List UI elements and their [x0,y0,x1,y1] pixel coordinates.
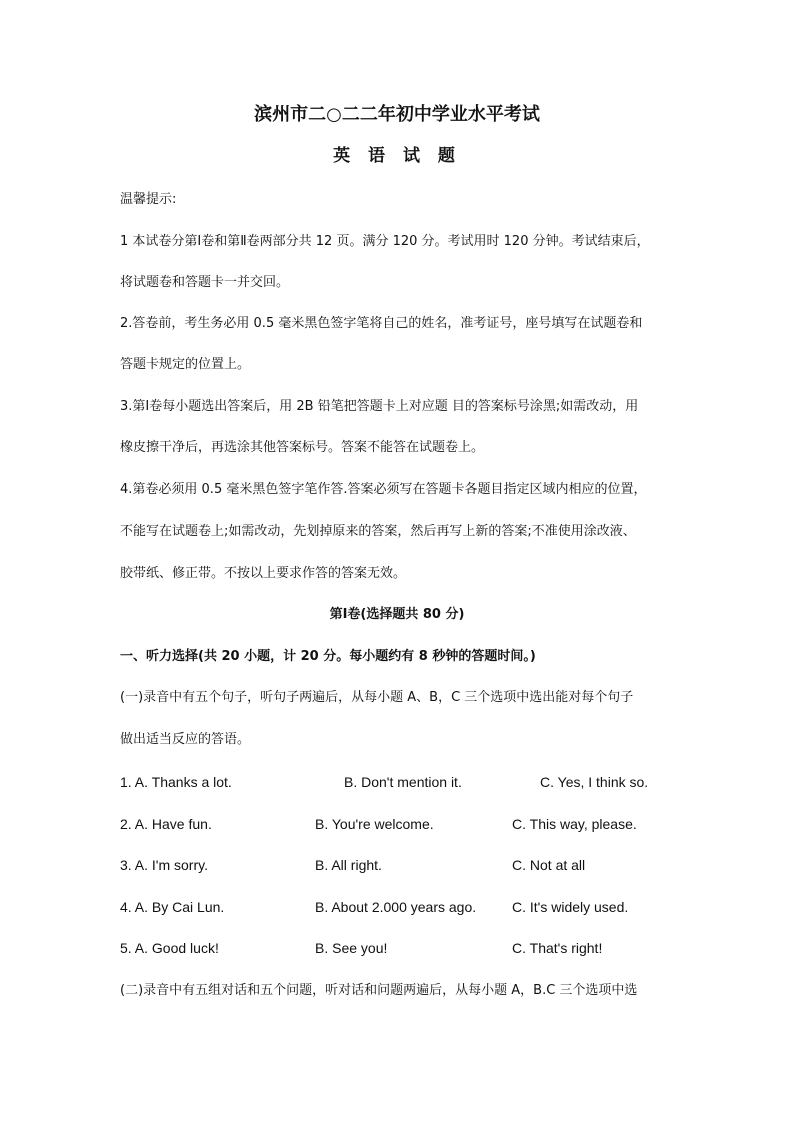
tip-line: 3.第Ⅰ卷每小题选出答案后，用 2B 铅笔把答题卡上对应题 目的答案标号涂黑;如需改动，用 [120,399,639,414]
option-c: C. That's right! [512,940,603,956]
option-a: 3. A. I'm sorry. [120,857,208,873]
option-c: C. This way, please. [512,816,637,832]
option-b: B. You're welcome. [315,816,434,832]
tip-line: 橡皮擦干净后，再选涂其他答案标号。答案不能答在试题卷上。 [120,440,485,455]
option-a: 4. A. By Cai Lun. [120,899,225,915]
option-a: 1. A. Thanks a lot. [120,774,232,790]
tip-line: 胶带纸、修正带。不按以上要求作答的答案无效。 [120,566,407,581]
option-a: 2. A. Have fun. [120,816,212,832]
tip-line: 答题卡规定的位置上。 [120,357,251,372]
tip-line: 将试题卷和答题卡一并交回。 [120,275,290,290]
part-heading: 一、听力选择(共 20 小题，计 20 分。每小题约有 8 秒钟的答题时间。) [120,649,536,664]
option-b: B. About 2.000 years ago. [315,899,477,915]
instruction-line: (二)录音中有五组对话和五个问题，听对话和问题两遍后，从每小题 A，B.C 三个选项中选 [120,983,638,998]
option-a: 5. A. Good luck! [120,940,219,956]
tip-line: 1 本试卷分第Ⅰ卷和第Ⅱ卷两部分共 12 页。满分 120 分。考试用时 120 分钟。考试结束后， [120,234,650,249]
tip-line: 不能写在试题卷上;如需改动，先划掉原来的答案，然后再写上新的答案;不准使用涂改液、 [120,524,636,539]
tip-line: 2.答卷前，考生务必用 0.5 毫米黑色签字笔将自己的姓名，准考证号，座号填写在试题卷和 [120,316,643,331]
option-b: B. All right. [315,857,382,873]
exam-subtitle: 英 语 试 题 [333,146,461,166]
option-c: C. Not at all [512,857,586,873]
instruction-line: (一)录音中有五个句子，听句子两遍后，从每小题 A、B，C 三个选项中选出能对每个句子 [120,690,634,705]
tips-heading: 温馨提示: [120,192,177,207]
instruction-line: 做出适当反应的答语。 [120,732,251,747]
option-b: B. Don't mention it. [344,774,462,790]
option-b: B. See you! [315,940,388,956]
tip-line: 4.第卷必须用 0.5 毫米黑色签字笔作答.答案必须写在答题卡各题目指定区域内相应的位置， [120,482,647,497]
option-c: C. Yes, I think so. [540,774,649,790]
exam-title: 滨州市二○二二年初中学业水平考试 [254,104,540,125]
option-c: C. It's widely used. [512,899,629,915]
section-title: 第Ⅰ卷(选择题共 80 分) [329,607,465,622]
